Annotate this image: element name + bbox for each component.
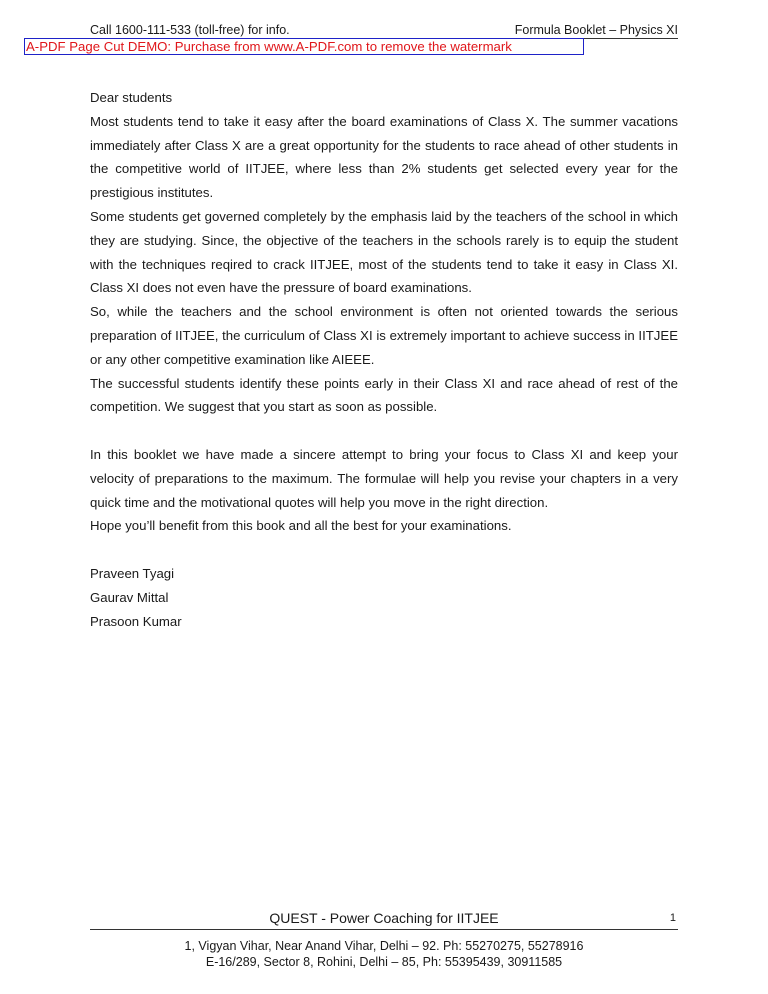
paragraph-gap [90, 419, 678, 443]
paragraph-5: In this booklet we have made a sincere attempt to bring your focus to Class XI and keep your velocity of preparations to the maximum. The formulae will help you revise your chapters in a very quick time and the motivational quotes will help you move in the right direction. [90, 446, 678, 510]
salutation: Dear students [90, 90, 173, 105]
signatory-1: Praveen Tyagi [90, 565, 175, 581]
header-booklet-title: Formula Booklet – Physics XI [514, 23, 678, 37]
paragraph-6: Hope you’ll benefit from this book and all the best for your examinations. [90, 518, 512, 534]
page-number: 1 [669, 912, 676, 924]
address-line-1: 1, Vigyan Vihar, Near Anand Vihar, Delhi – 92. Ph: 55270275, 55278916 [184, 939, 584, 953]
page-footer [90, 908, 678, 930]
paragraph-1: Most students tend to take it easy after the board examinations of Class X. The summer vacations immediately after Class X are a great opportunity for the students to race ahead of other students in the competitive world of IITJEE, where less than 2% students get selected every year for the prestigious institutes. [90, 113, 678, 201]
footer-address [0, 938, 768, 970]
signatory-3: Prasoon Kumar [90, 613, 182, 629]
letter-body [90, 86, 678, 633]
paragraph-4: The successful students identify these points early in their Class XI and race ahead of rest of the competition. We suggest that you start as soon as possible. [90, 375, 678, 415]
paragraph-3: So, while the teachers and the school environment is often not oriented towards the serious preparation of IITJEE, the curriculum of Class XI is extremely important to achieve success in IITJEE or any other competitive examination like AIEEE. [90, 304, 678, 367]
signatory-2: Gaurav Mittal [90, 589, 169, 605]
watermark-banner: A-PDF Page Cut DEMO: Purchase from www.A-PDF.com to remove the watermark [24, 38, 584, 55]
header-contact-text: Call 1600-111-533 (toll-free) for info. [90, 23, 290, 37]
page-header [90, 22, 678, 39]
paragraph-gap [90, 538, 678, 562]
paragraph-2: Some students get governed completely by the emphasis laid by the teachers of the school in which they are studying. Since, the objective of the teachers in the schools rarely is to equip the student with the techniques reqired to crack IITJEE, most of the students tend to take it easy in Class XI. Class XI does not even have the pressure of board examinations. [90, 208, 678, 296]
address-line-2: E-16/289, Sector 8, Rohini, Delhi – 85, Ph: 55395439, 30911585 [205, 955, 563, 969]
footer-title: QUEST - Power Coaching for IITJEE [269, 910, 499, 926]
